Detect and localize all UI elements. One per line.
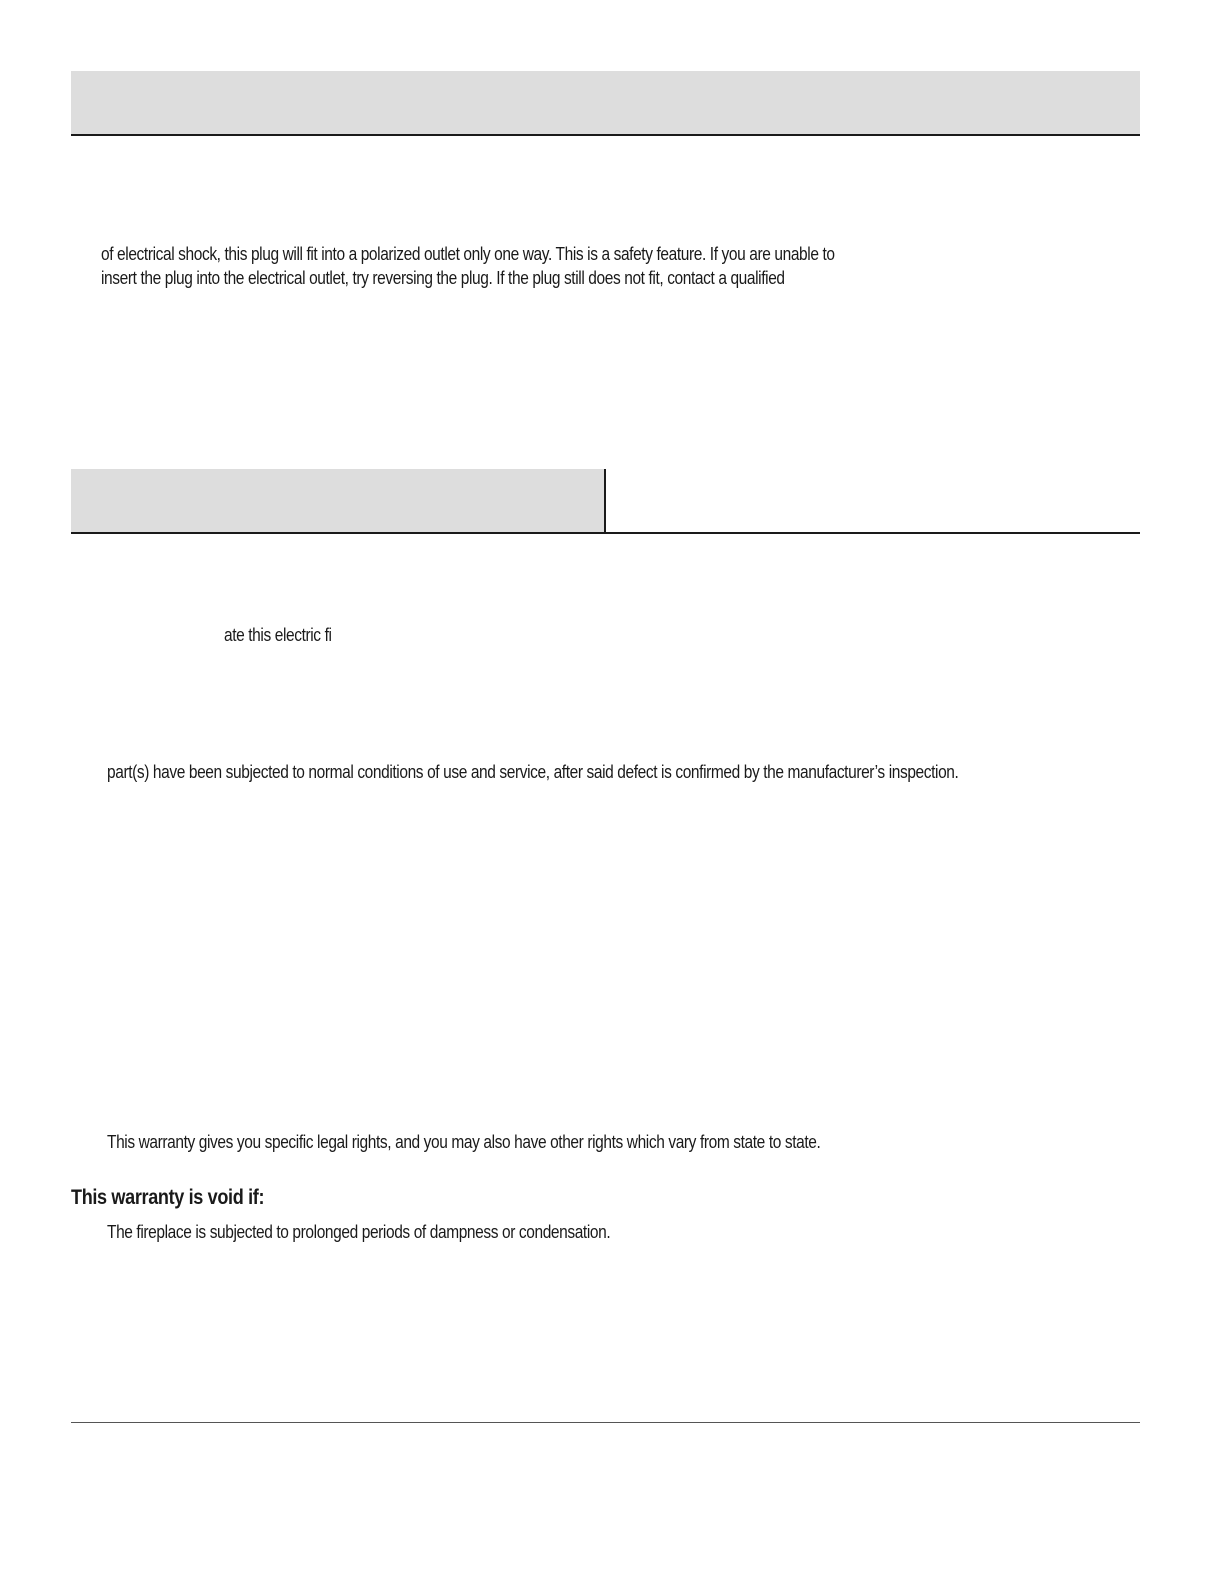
warranty-header-rule bbox=[71, 532, 1140, 534]
warranty-defect-text: part(s) have been subjected to normal conditions of use and service, after said defect is confirmed by the manufacturer’s inspection. bbox=[107, 762, 959, 782]
footer-rule bbox=[71, 1422, 1140, 1423]
warranty-header-band bbox=[71, 469, 605, 533]
safety-header-band bbox=[71, 71, 1140, 135]
warranty-fragment-text: ate this electric fi bbox=[224, 625, 332, 645]
polarized-plug-line-2: insert the plug into the electrical outlet, try reversing the plug. If the plug still does not fit, contact a qualified bbox=[101, 268, 785, 288]
warranty-header-divider bbox=[604, 469, 606, 533]
warranty-void-heading: This warranty is void if: bbox=[71, 1186, 265, 1209]
warranty-void-item: The fireplace is subjected to prolonged periods of dampness or condensation. bbox=[107, 1222, 611, 1242]
polarized-plug-line-1: of electrical shock, this plug will fit into a polarized outlet only one way. This is a safety feature. If you are unable to bbox=[101, 244, 835, 264]
safety-header-rule bbox=[71, 134, 1140, 136]
warranty-rights-text: This warranty gives you specific legal rights, and you may also have other rights which vary from state to state. bbox=[107, 1132, 821, 1152]
